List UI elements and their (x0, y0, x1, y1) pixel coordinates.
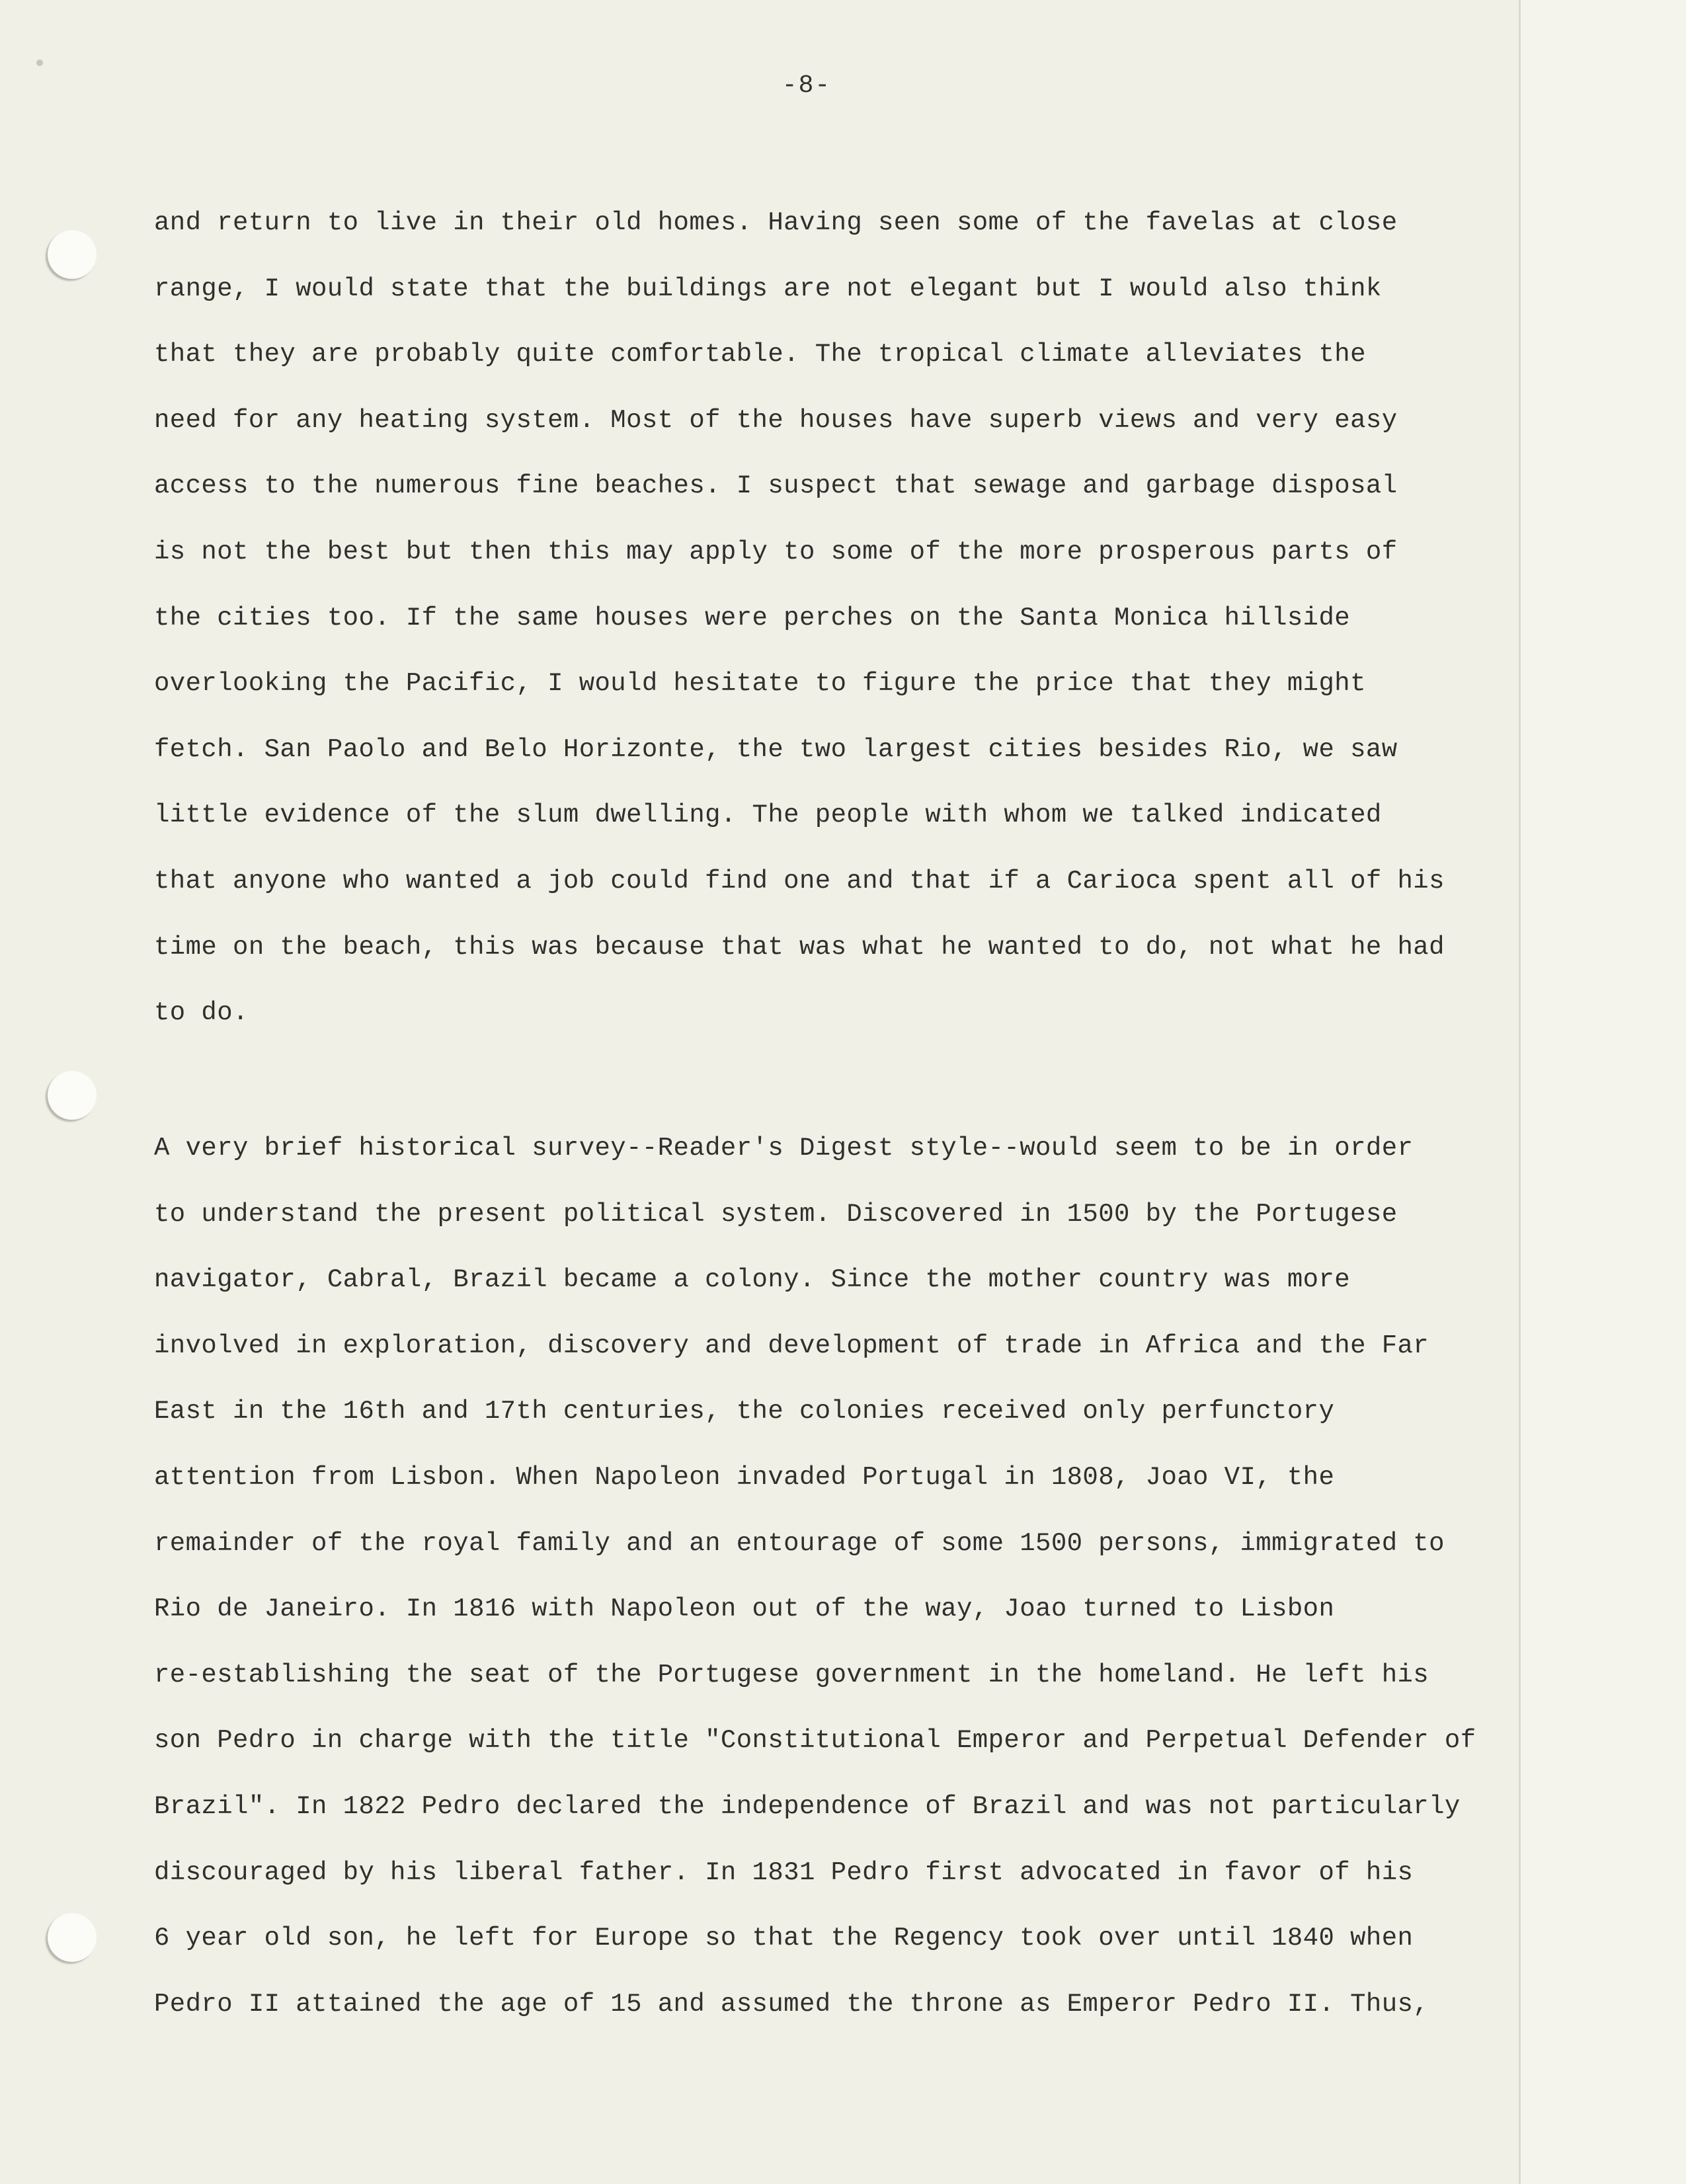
text-line: attention from Lisbon. When Napoleon invaded Portugal in 1808, Joao VI, the (154, 1462, 1335, 1492)
punch-hole-bottom (48, 1913, 97, 1962)
paper-speck (36, 59, 43, 66)
text-line: and return to live in their old homes. Having seen some of the favelas at close (154, 208, 1398, 237)
text-line: the cities too. If the same houses were perches on the Santa Monica hillside (154, 603, 1351, 633)
text-line: Brazil". In 1822 Pedro declared the independence of Brazil and was not particularly (154, 1791, 1461, 1821)
text-line: A very brief historical survey--Reader's Digest style--would seem to be in order (154, 1134, 1414, 1163)
text-line: son Pedro in charge with the title "Constitutional Emperor and Perpetual Defender of (154, 1726, 1476, 1756)
paragraph-favelas (154, 190, 1622, 1046)
text-line: re-establishing the seat of the Portugese government in the homeland. He left his (154, 1660, 1429, 1690)
text-line: need for any heating system. Most of the houses have superb views and very easy (154, 405, 1398, 435)
text-line: navigator, Cabral, Brazil became a colony. Since the mother country was more (154, 1265, 1351, 1295)
punch-hole-top (48, 230, 97, 279)
text-line: remainder of the royal family and an entourage of some 1500 persons, immigrated to (154, 1528, 1445, 1558)
text-line: range, I would state that the buildings are not elegant but I would also think (154, 274, 1382, 303)
text-line: involved in exploration, discovery and development of trade in Africa and the Far (154, 1331, 1429, 1360)
text-line: time on the beach, this was because that was what he wanted to do, not what he had (154, 932, 1445, 962)
text-line: access to the numerous fine beaches. I suspect that sewage and garbage disposal (154, 471, 1398, 501)
text-line: that anyone who wanted a job could find one and that if a Carioca spent all of his (154, 866, 1445, 896)
text-line: discouraged by his liberal father. In 1831 Pedro first advocated in favor of his (154, 1857, 1414, 1887)
text-line: Pedro II attained the age of 15 and assumed the throne as Emperor Pedro II. Thus, (154, 1989, 1429, 2019)
punch-hole-middle (48, 1071, 97, 1120)
text-line: overlooking the Pacific, I would hesitate to figure the price that they might (154, 669, 1366, 699)
page-number: -8- (782, 71, 832, 100)
paragraph-history (154, 1116, 1622, 2037)
text-line: fetch. San Paolo and Belo Horizonte, the two largest cities besides Rio, we saw (154, 734, 1398, 764)
text-line: to understand the present political system. Discovered in 1500 by the Portugese (154, 1199, 1398, 1229)
text-line: to do. (154, 998, 249, 1028)
text-line: is not the best but then this may apply to some of the more prosperous parts of (154, 537, 1398, 566)
text-line: East in the 16th and 17th centuries, the colonies received only perfunctory (154, 1397, 1335, 1426)
text-line: that they are probably quite comfortable. The tropical climate alleviates the (154, 340, 1366, 370)
text-line: little evidence of the slum dwelling. The people with whom we talked indicated (154, 800, 1382, 830)
text-line: 6 year old son, he left for Europe so that the Regency took over until 1840 when (154, 1924, 1414, 1953)
text-line: Rio de Janeiro. In 1816 with Napoleon out of the way, Joao turned to Lisbon (154, 1594, 1335, 1624)
